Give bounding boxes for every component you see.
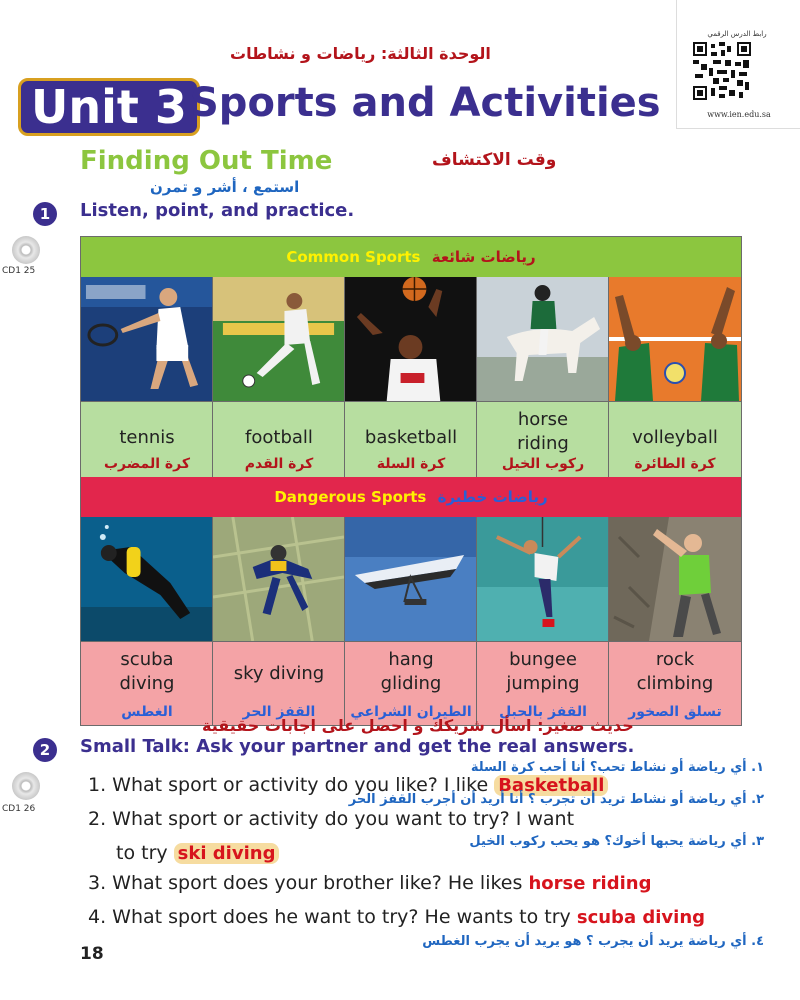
answer-1[interactable]: Basketball xyxy=(494,775,608,796)
sport-name-arabic: كرة المضرب xyxy=(103,456,190,472)
exercise2-instruction-arabic: حديث صغير: اسأل شريكك و احصل على اجابات حقيقية xyxy=(202,716,634,735)
volleyball-players-photo xyxy=(609,277,741,401)
unit-title-arabic: الوحدة الثالثة: رياضات و نشاطات xyxy=(230,44,491,63)
unit-number-badge: Unit 3 xyxy=(18,78,200,136)
exercise1-number: 1 xyxy=(33,202,57,226)
section-title-arabic: وقت الاكتشاف xyxy=(432,150,557,170)
exercise1-instruction: Listen, point, and practice. xyxy=(80,200,355,221)
common-sports-heading-en: Common Sports xyxy=(286,248,421,266)
cd2-track-label: CD1 26 xyxy=(2,804,36,814)
answer-4[interactable]: scuba diving xyxy=(576,907,706,928)
hang-glider-photo xyxy=(345,517,477,641)
exercise2-number: 2 xyxy=(33,738,57,762)
sport-name-arabic: الطيران الشراعي xyxy=(350,704,472,720)
question-text: to try xyxy=(116,842,168,864)
sport-name: scuba diving xyxy=(119,649,175,694)
sport-name-arabic: القفز الحر xyxy=(242,704,316,720)
dangerous-sports-heading-en: Dangerous Sports xyxy=(274,488,427,506)
basketball-player-photo xyxy=(345,277,477,401)
common-sports-heading-ar: رياضات شائعة xyxy=(431,248,536,266)
answer-2[interactable]: ski diving xyxy=(174,843,280,864)
sport-label-horse-riding[interactable] xyxy=(477,401,609,477)
common-sports-heading xyxy=(81,237,741,277)
question-text: 4. What sport does he want to try? He wants to try xyxy=(88,906,571,928)
sport-label-tennis[interactable] xyxy=(81,401,213,477)
sport-name: rock climbing xyxy=(636,649,714,694)
qr-caption: رابط الدرس الرقمي xyxy=(707,30,767,38)
sport-label-sky-diving[interactable] xyxy=(213,641,345,725)
question1-arabic: ١. أي رياضة أو نشاط تحب؟ أنا أحب كرة السلة xyxy=(470,760,764,775)
sport-label-rock-climbing[interactable] xyxy=(609,641,741,725)
dangerous-sports-labels xyxy=(81,641,741,725)
qr-code-icon[interactable] xyxy=(693,42,751,100)
dangerous-sports-heading-ar: رياضات خطيرة xyxy=(437,488,548,506)
cd-audio-icon[interactable] xyxy=(12,772,40,800)
question-2-continued xyxy=(116,842,279,864)
sport-label-basketball[interactable] xyxy=(345,401,477,477)
sport-label-volleyball[interactable] xyxy=(609,401,741,477)
sport-label-hang-gliding[interactable] xyxy=(345,641,477,725)
question2-arabic: ٢. أي رياضة أو نشاط تريد أن تجرب ؟ أنا أريد أن أجرب القفز الحر xyxy=(348,792,764,807)
common-sports-photos xyxy=(81,277,741,401)
sport-name-arabic: كرة السلة xyxy=(376,456,446,472)
bungee-jumper-photo xyxy=(477,517,609,641)
exercise2-instruction: Small Talk: Ask your partner and get the real answers. xyxy=(80,736,635,757)
question-4 xyxy=(88,906,800,928)
sport-name-arabic: الغطس xyxy=(121,704,173,720)
sports-table xyxy=(80,236,742,726)
sport-name: volleyball xyxy=(632,427,718,448)
question4-arabic: ٤. أي رياضة يريد أن يجرب ؟ هو يريد أن يجرب الغطس xyxy=(422,934,764,949)
dangerous-sports-photos xyxy=(81,517,741,641)
sport-name: horse riding xyxy=(517,409,569,454)
exercise1-instruction-arabic: استمع ، أشر و تمرن xyxy=(150,178,300,196)
sport-name: basketball xyxy=(364,427,458,448)
scuba-diver-photo xyxy=(81,517,213,641)
sky-diver-photo xyxy=(213,517,345,641)
sport-name: tennis xyxy=(119,427,175,448)
sport-label-bungee-jumping[interactable] xyxy=(477,641,609,725)
sport-name-arabic: كرة القدم xyxy=(244,456,314,472)
sport-label-scuba-diving[interactable] xyxy=(81,641,213,725)
unit-title: Sports and Activities xyxy=(190,80,661,126)
rock-climber-photo xyxy=(609,517,741,641)
page-number: 18 xyxy=(80,944,104,964)
football-player-photo xyxy=(213,277,345,401)
sport-name-arabic: ركوب الخيل xyxy=(501,456,585,472)
question3-arabic: ٣. أي رياضة يحبها أخوك؟ هو يحب ركوب الخيل xyxy=(469,834,764,849)
qr-panel xyxy=(676,0,800,129)
sport-label-football[interactable] xyxy=(213,401,345,477)
common-sports-labels xyxy=(81,401,741,477)
tennis-player-photo xyxy=(81,277,213,401)
sport-name-arabic: القفز بالحبل xyxy=(499,704,587,720)
answer-3[interactable]: horse riding xyxy=(528,873,652,894)
cd1-track-label: CD1 25 xyxy=(2,266,36,276)
sport-name-arabic: تسلق الصخور xyxy=(628,704,722,720)
question-3 xyxy=(88,872,651,894)
question-text: 2. What sport or activity do you want to try? I want xyxy=(88,808,575,830)
sport-name: hang gliding xyxy=(380,649,442,694)
section-title: Finding Out Time xyxy=(80,146,333,176)
qr-url[interactable]: www.ien.edu.sa xyxy=(707,110,771,119)
question-2 xyxy=(88,808,574,830)
question-text: 1. What sport or activity do you like? I like xyxy=(88,774,489,796)
sport-name: bungee jumping xyxy=(506,649,580,694)
cd-audio-icon[interactable] xyxy=(12,236,40,264)
horse-rider-photo xyxy=(477,277,609,401)
sport-name-arabic: كرة الطائرة xyxy=(634,456,716,472)
dangerous-sports-heading xyxy=(81,477,741,517)
sport-name: football xyxy=(245,427,313,448)
sport-name: sky diving xyxy=(233,663,325,684)
question-text: 3. What sport does your brother like? He likes xyxy=(88,872,523,894)
